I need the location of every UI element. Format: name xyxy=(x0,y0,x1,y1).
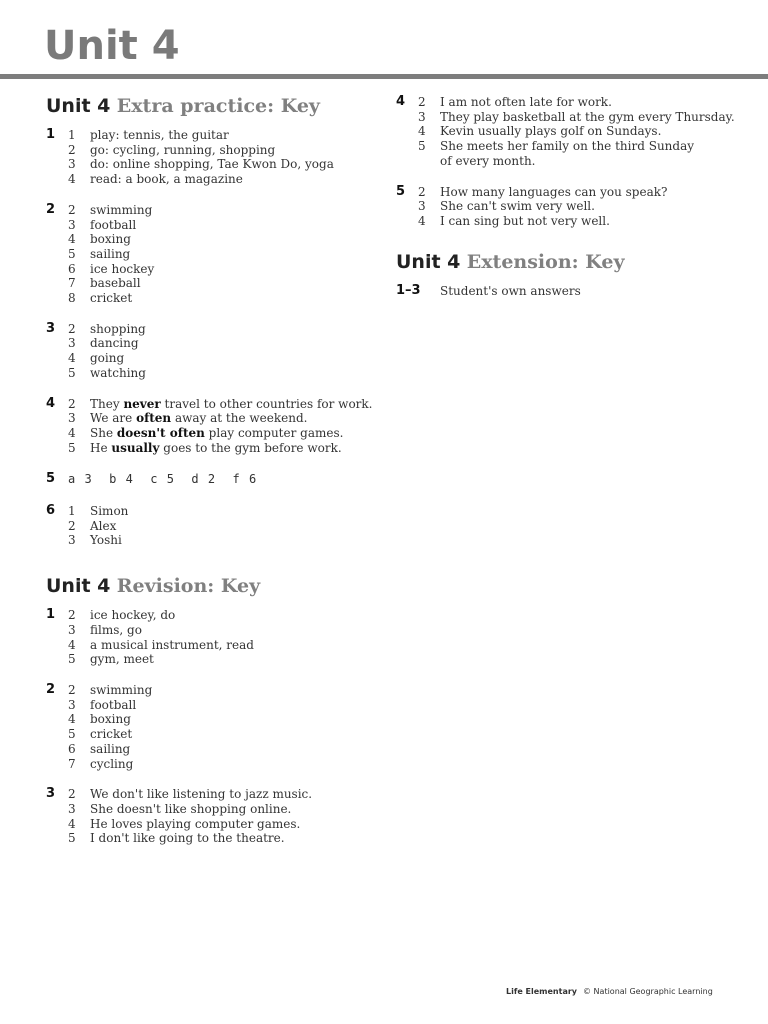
answer-line xyxy=(68,683,376,698)
answer-line xyxy=(68,652,376,667)
answer-line xyxy=(68,351,376,366)
section-unit: Unit 4 xyxy=(46,575,111,598)
answer-text: cycling xyxy=(90,756,134,771)
answer-text: a musical instrument, read xyxy=(90,637,254,652)
item-number: 3 xyxy=(68,801,76,816)
answer-line xyxy=(418,95,746,110)
answer-text: Simon xyxy=(90,504,129,519)
answer-text-pre: They xyxy=(90,396,124,411)
answer-text-post: play computer games. xyxy=(204,425,344,440)
answer-text: shopping xyxy=(90,321,146,336)
answer-line xyxy=(68,787,376,802)
answer-text: Kevin usually plays golf on Sundays. xyxy=(440,124,662,139)
answer-text-pre: He xyxy=(90,440,112,455)
adverb-highlight: doesn't often xyxy=(116,425,205,440)
item-number: 1 xyxy=(68,128,76,142)
exercise-5 xyxy=(46,472,376,487)
exercise-number: 3 xyxy=(46,320,56,336)
section-label: Extension: Key xyxy=(466,250,625,273)
answer-text: I don't like going to the theatre. xyxy=(90,831,285,846)
answer-text-post: goes to the gym before work. xyxy=(159,440,342,455)
answer-line xyxy=(68,203,376,218)
answer-line xyxy=(68,291,376,306)
answer-text-post: away at the weekend. xyxy=(171,411,308,426)
exercise-number: 1–3 xyxy=(396,282,421,298)
answer-text: football xyxy=(90,217,137,232)
exercise-1 xyxy=(46,608,376,667)
item-number: 1 xyxy=(68,504,76,519)
footer-book-title: Life Elementary xyxy=(506,987,578,996)
item-number: 2 xyxy=(68,321,76,336)
exercise-4 xyxy=(46,397,376,456)
answer-line xyxy=(68,727,376,742)
item-number: 2 xyxy=(418,184,426,199)
answer-line xyxy=(68,397,376,412)
answer-text: swimming xyxy=(90,202,153,217)
section-label: Extra practice: Key xyxy=(116,95,320,117)
answer-line xyxy=(68,742,376,757)
answer-line xyxy=(68,802,376,817)
answer-text: swimming xyxy=(90,682,153,697)
item-number: 4 xyxy=(418,124,426,139)
exercise-1 xyxy=(46,128,376,187)
adverb-highlight: usually xyxy=(111,440,160,455)
answer-text: She meets her family on the third Sunday of every month. xyxy=(440,139,695,168)
exercise-number: 4 xyxy=(396,94,406,109)
answer-line xyxy=(68,128,376,143)
answer-line xyxy=(418,124,746,139)
answer-text: cricket xyxy=(90,727,133,742)
answer-text: cricket xyxy=(90,291,133,306)
adverb-highlight: never xyxy=(123,396,161,411)
exercise-number: 5 xyxy=(46,471,56,487)
item-number: 5 xyxy=(418,139,426,154)
answer-line xyxy=(68,411,376,426)
answer-line xyxy=(68,623,376,638)
answer-line xyxy=(68,817,376,832)
item-number: 4 xyxy=(68,232,76,247)
item-number: 4 xyxy=(68,351,76,366)
answer-text: We don't like listening to jazz music. xyxy=(90,787,313,802)
answer-line xyxy=(68,638,376,653)
item-number: 5 xyxy=(68,440,76,455)
item-number: 3 xyxy=(418,199,426,214)
item-number: 7 xyxy=(68,756,76,771)
exercise-number: 2 xyxy=(46,201,56,217)
item-number: 3 xyxy=(68,411,76,426)
item-number: 2 xyxy=(68,142,76,157)
answer-text: I am not often late for work. xyxy=(440,95,612,109)
exercise-3 xyxy=(46,322,376,381)
exercise-number: 2 xyxy=(46,681,56,697)
exercise-4 xyxy=(396,95,746,169)
answer-text-pre: She xyxy=(90,425,117,440)
answer-text: I can sing but not very well. xyxy=(440,213,610,228)
item-number: 6 xyxy=(68,261,76,276)
left-column xyxy=(46,92,376,846)
item-number: 2 xyxy=(418,95,426,109)
answer-line xyxy=(68,336,376,351)
answer-text: boxing xyxy=(90,232,131,247)
answer-line xyxy=(68,698,376,713)
answer-line xyxy=(68,172,376,187)
answer-text: sailing xyxy=(90,246,131,261)
answer-line xyxy=(418,110,746,125)
item-number: 8 xyxy=(68,291,76,306)
page-title: Unit 4 xyxy=(44,23,180,69)
answer-text: Alex xyxy=(90,518,117,533)
answer-text-post: travel to other countries for work. xyxy=(160,396,373,411)
answer-line xyxy=(68,247,376,262)
answer-line xyxy=(68,757,376,772)
item-number: 3 xyxy=(418,109,426,124)
answer-text-pre: We are xyxy=(90,411,137,426)
item-number: 4 xyxy=(68,425,76,440)
answer-text: He loves playing computer games. xyxy=(90,816,301,831)
adverb-highlight: often xyxy=(136,411,172,426)
item-number: 5 xyxy=(68,652,76,667)
section-heading-revision xyxy=(46,572,376,599)
answer-text: sailing xyxy=(90,741,131,756)
item-number: 2 xyxy=(68,202,76,217)
section-heading-extension xyxy=(396,248,746,275)
answer-line xyxy=(68,712,376,727)
answer-line xyxy=(68,157,376,172)
answer-line xyxy=(68,276,376,291)
right-column xyxy=(396,95,746,298)
answer-line xyxy=(68,608,376,623)
exercise-2 xyxy=(46,683,376,771)
exercise-number: 5 xyxy=(396,183,406,199)
item-number: 7 xyxy=(68,276,76,291)
item-number: 6 xyxy=(68,741,76,756)
exercise-number: 6 xyxy=(46,503,56,519)
item-number: 3 xyxy=(68,217,76,232)
item-number: 5 xyxy=(68,365,76,380)
exercise-5 xyxy=(396,185,746,229)
answer-text: football xyxy=(90,697,137,712)
item-number: 4 xyxy=(68,637,76,652)
answer-line xyxy=(68,218,376,233)
exercise-number: 1 xyxy=(46,127,56,142)
item-number: 2 xyxy=(68,682,76,697)
item-number: 3 xyxy=(68,336,76,351)
answer-line xyxy=(68,426,376,441)
answer-text: Student's own answers xyxy=(440,283,581,298)
answer-text: going xyxy=(90,351,125,366)
answer-text: boxing xyxy=(90,712,131,727)
answer-text: She can't swim very well. xyxy=(440,199,595,214)
answer-line xyxy=(418,214,746,229)
exercise-1-3 xyxy=(396,284,746,299)
item-number: 3 xyxy=(68,157,76,172)
answer-line xyxy=(418,139,746,168)
answer-line xyxy=(68,831,376,846)
exercise-2 xyxy=(46,203,376,306)
item-number: 5 xyxy=(68,727,76,742)
answer-line xyxy=(68,519,376,534)
item-number: 3 xyxy=(68,622,76,637)
exercise-6 xyxy=(46,504,376,548)
answer-text: Yoshi xyxy=(90,533,122,548)
answer-line xyxy=(68,322,376,337)
item-number: 2 xyxy=(68,518,76,533)
answer-text: baseball xyxy=(90,276,141,291)
item-number: 3 xyxy=(68,533,76,548)
item-number: 5 xyxy=(68,831,76,846)
footer-publisher: © National Geographic Learning xyxy=(583,987,713,996)
answer-line xyxy=(68,441,376,456)
answer-text: They play basketball at the gym every Thursday. xyxy=(440,109,735,124)
answer-line xyxy=(418,185,746,200)
footer-credit xyxy=(506,987,713,996)
answer-line xyxy=(68,143,376,158)
answer-line xyxy=(68,504,376,519)
item-number: 5 xyxy=(68,246,76,261)
item-number: 4 xyxy=(418,213,426,228)
answer-text: go: cycling, running, shopping xyxy=(90,142,276,157)
answer-text: ice hockey xyxy=(90,261,155,276)
answer-text: films, go xyxy=(90,622,142,637)
answer-text: How many languages can you speak? xyxy=(440,184,668,199)
answer-line xyxy=(68,232,376,247)
exercise-number: 3 xyxy=(46,786,56,802)
answer-line xyxy=(68,366,376,381)
item-number: 4 xyxy=(68,816,76,831)
item-number: 2 xyxy=(68,787,76,802)
answer-line xyxy=(68,533,376,548)
answer-text: gym, meet xyxy=(90,652,154,667)
header-divider xyxy=(0,74,768,79)
section-label: Revision: Key xyxy=(116,575,261,598)
answer-text: a 3 b 4 c 5 d 2 f 6 xyxy=(68,472,258,487)
exercise-number: 4 xyxy=(46,395,56,411)
item-number: 2 xyxy=(68,396,76,411)
section-heading-extra-practice xyxy=(46,92,376,119)
exercise-3 xyxy=(46,787,376,846)
answer-text: play: tennis, the guitar xyxy=(90,128,229,142)
answer-text: ice hockey, do xyxy=(90,608,176,623)
answer-text: watching xyxy=(90,365,146,380)
answer-text: read: a book, a magazine xyxy=(90,172,243,187)
section-unit: Unit 4 xyxy=(46,95,111,117)
item-number: 4 xyxy=(68,172,76,187)
item-number: 2 xyxy=(68,608,76,623)
exercise-number: 1 xyxy=(46,607,56,623)
item-number: 3 xyxy=(68,697,76,712)
answer-line xyxy=(418,199,746,214)
item-number: 4 xyxy=(68,712,76,727)
answer-text: do: online shopping, Tae Kwon Do, yoga xyxy=(90,157,334,172)
section-unit: Unit 4 xyxy=(396,250,461,273)
answer-line xyxy=(68,262,376,277)
answer-text: She doesn't like shopping online. xyxy=(90,801,292,816)
answer-text: dancing xyxy=(90,336,139,351)
